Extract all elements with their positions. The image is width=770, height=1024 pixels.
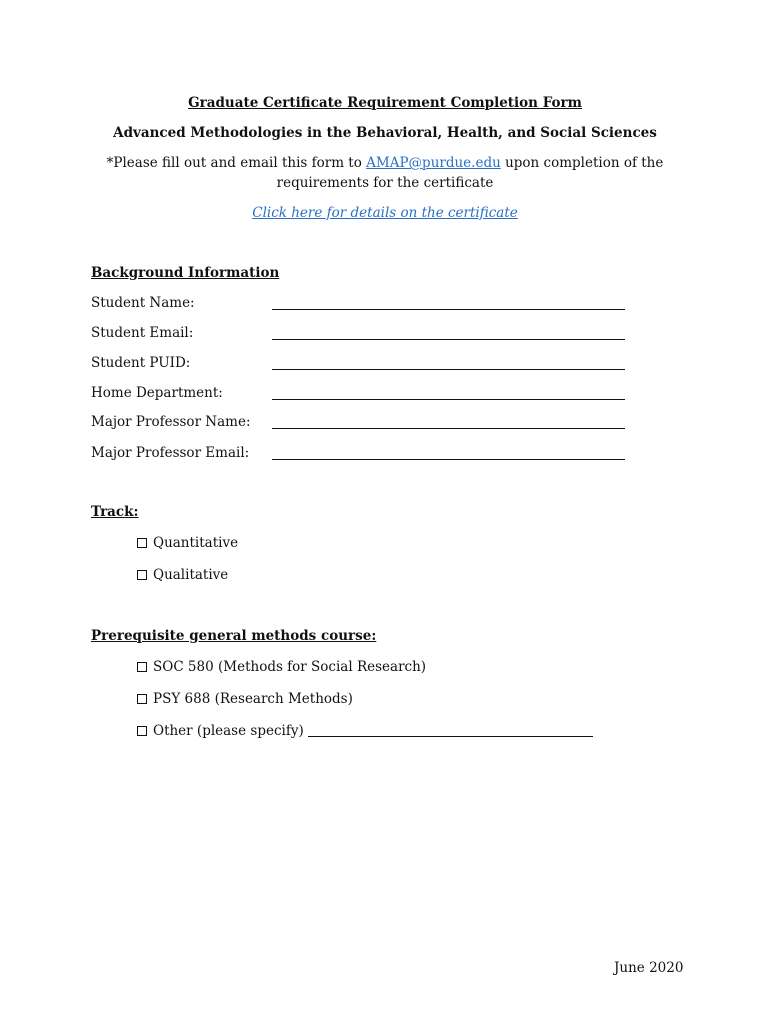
instruction-line-1 bbox=[0, 153, 770, 173]
footer-date: June 2020 bbox=[614, 960, 684, 976]
track-option-quantitative[interactable] bbox=[137, 533, 238, 553]
major-professor-email-field[interactable] bbox=[272, 459, 625, 460]
home-department-field[interactable] bbox=[272, 399, 625, 400]
email-link[interactable]: AMAP@purdue.edu bbox=[366, 155, 501, 171]
checkbox-icon[interactable] bbox=[137, 570, 147, 580]
major-professor-name-row bbox=[91, 412, 631, 432]
checkbox-icon[interactable] bbox=[137, 538, 147, 548]
student-puid-label: Student PUID: bbox=[91, 355, 191, 371]
background-heading: Background Information bbox=[91, 265, 280, 281]
psy688-label: PSY 688 (Research Methods) bbox=[153, 691, 353, 707]
form-subtitle: Advanced Methodologies in the Behavioral, Health, and Social Sciences bbox=[113, 125, 657, 141]
instruction-suffix: upon completion of the bbox=[500, 155, 664, 171]
details-link-row bbox=[0, 203, 770, 223]
student-puid-row bbox=[91, 353, 631, 373]
major-professor-email-row bbox=[91, 443, 631, 463]
major-professor-email-label: Major Professor Email: bbox=[91, 445, 250, 461]
soc580-label: SOC 580 (Methods for Social Research) bbox=[153, 659, 427, 675]
other-specify-field[interactable] bbox=[308, 736, 593, 737]
qualitative-label: Qualitative bbox=[153, 567, 229, 583]
instruction-line-2: requirements for the certificate bbox=[276, 175, 494, 191]
prerequisite-heading: Prerequisite general methods course: bbox=[91, 628, 377, 644]
student-name-row bbox=[91, 293, 631, 313]
form-title: Graduate Certificate Requirement Completion Form bbox=[188, 95, 582, 111]
student-puid-field[interactable] bbox=[272, 369, 625, 370]
track-heading: Track: bbox=[91, 504, 139, 520]
student-email-label: Student Email: bbox=[91, 325, 194, 341]
student-name-field[interactable] bbox=[272, 309, 625, 310]
major-professor-name-field[interactable] bbox=[272, 428, 625, 429]
checkbox-icon[interactable] bbox=[137, 662, 147, 672]
certificate-details-link[interactable]: Click here for details on the certificate bbox=[252, 205, 518, 221]
track-option-qualitative[interactable] bbox=[137, 565, 228, 585]
home-department-row bbox=[91, 383, 631, 403]
checkbox-icon[interactable] bbox=[137, 726, 147, 736]
major-professor-name-label: Major Professor Name: bbox=[91, 414, 251, 430]
prereq-option-soc580[interactable] bbox=[137, 657, 426, 677]
home-department-label: Home Department: bbox=[91, 385, 223, 401]
quantitative-label: Quantitative bbox=[153, 535, 239, 551]
student-name-label: Student Name: bbox=[91, 295, 195, 311]
other-label: Other (please specify) bbox=[153, 723, 304, 739]
student-email-field[interactable] bbox=[272, 339, 625, 340]
prereq-option-other[interactable] bbox=[137, 721, 593, 741]
student-email-row bbox=[91, 323, 631, 343]
instruction-prefix: *Please fill out and email this form to bbox=[106, 155, 367, 171]
checkbox-icon[interactable] bbox=[137, 694, 147, 704]
prereq-option-psy688[interactable] bbox=[137, 689, 353, 709]
